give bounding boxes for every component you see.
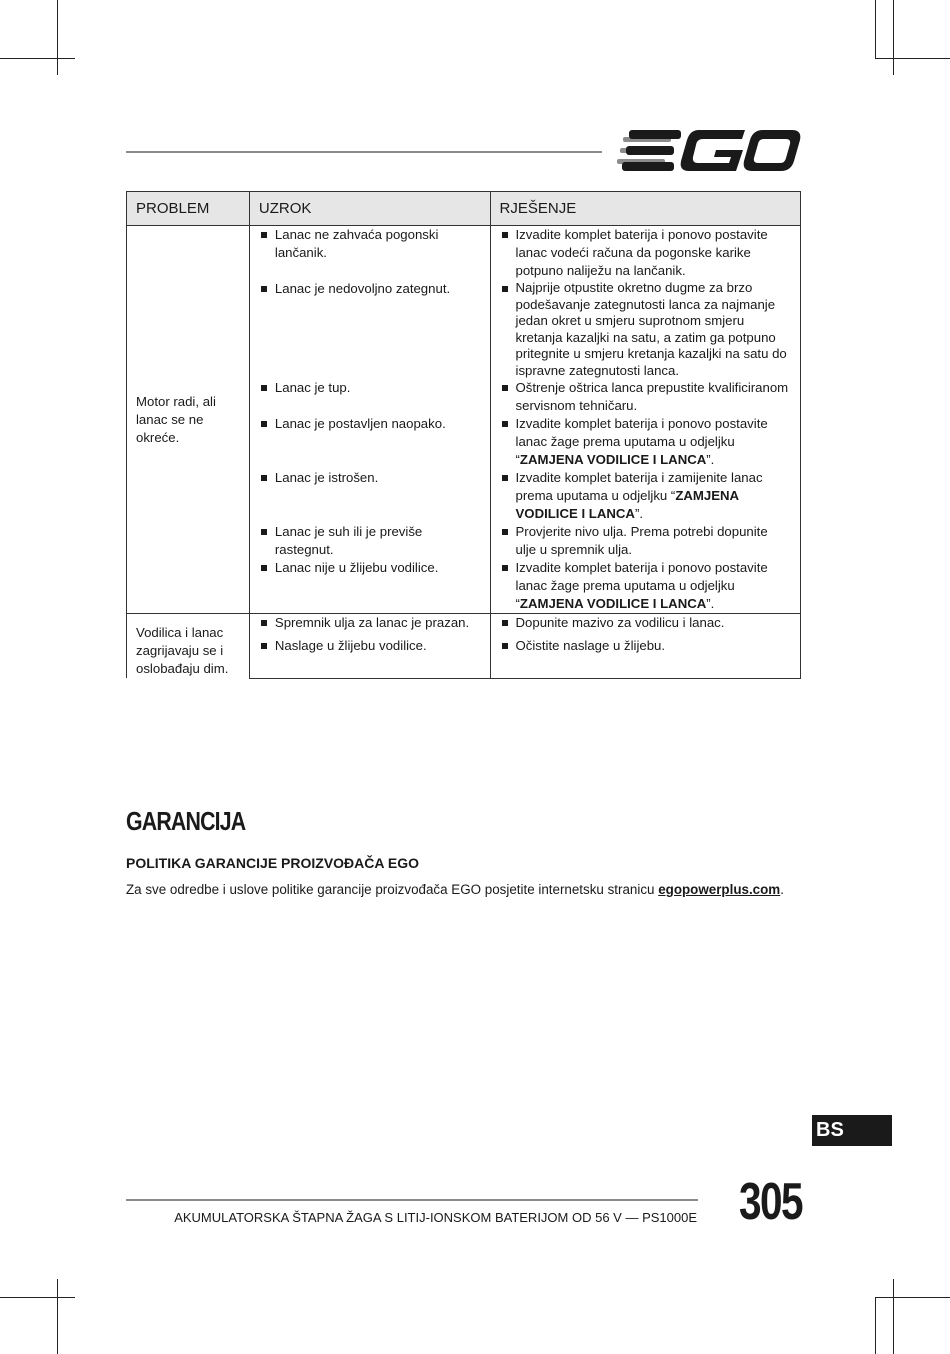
solution-cell: Izvadite komplet baterija i ponovo postavite lanac žage prema uputama u odjeljku “ZAMJENA VODILICE I LANCA”. [490, 559, 800, 614]
header-rule [126, 151, 602, 153]
crop-mark [0, 58, 75, 59]
crop-mark [893, 1279, 894, 1354]
cause-cell: Naslage u žlijebu vodilice. [249, 637, 490, 678]
page-number: 305 [739, 1173, 802, 1231]
solution-cell: Izvadite komplet baterija i zamijenite lanac prema uputama u odjeljku “ZAMJENA VODILICE I LANCA”. [490, 469, 800, 523]
crop-mark [875, 0, 876, 58]
solution-cell: Očistite naslage u žlijebu. [490, 637, 800, 678]
solution-cell: Provjerite nivo ulja. Prema potrebi dopunite ulje u spremnik ulja. [490, 523, 800, 559]
problem-cell: Motor radi, ali lanac se ne okreće. [127, 226, 250, 614]
table-row [127, 226, 801, 281]
language-tab: BS [812, 1115, 892, 1146]
cause-cell: Lanac ne zahvaća pogonski lančanik. [249, 226, 490, 281]
crop-mark [893, 0, 894, 75]
crop-mark [57, 0, 58, 75]
header-problem: PROBLEM [127, 192, 250, 226]
header-solution: RJEŠENJE [490, 192, 800, 226]
crop-mark [875, 1297, 876, 1354]
crop-mark [875, 1297, 950, 1298]
solution-cell: Izvadite komplet baterija i ponovo postavite lanac žage prema uputama u odjeljku “ZAMJENA VODILICE I LANCA”. [490, 415, 800, 469]
cause-cell: Spremnik ulja za lanac je prazan. [249, 614, 490, 637]
crop-mark [0, 1297, 75, 1298]
cause-cell: Lanac je istrošen. [249, 469, 490, 523]
header-cause: UZROK [249, 192, 490, 226]
cause-cell: Lanac je nedovoljno zategnut. [249, 280, 490, 379]
crop-mark [875, 58, 950, 59]
solution-cell: Izvadite komplet baterija i ponovo postavite lanac vodeći računa da pogonske karike potpuno naliježu na lančanik. [490, 226, 800, 281]
problem-cell: Vodilica i lanac zagrijavaju se i oslobađaju dim. [127, 614, 250, 679]
section-subtitle: POLITIKA GARANCIJE PROIZVOĐAČA EGO [126, 855, 419, 871]
troubleshooting-table [126, 191, 801, 679]
cause-cell: Lanac nije u žlijebu vodilice. [249, 559, 490, 614]
cause-cell: Lanac je suh ili je previše rastegnut. [249, 523, 490, 559]
solution-cell: Dopunite mazivo za vodilicu i lanac. [490, 614, 800, 637]
table-row [127, 614, 801, 637]
ego-logo [617, 128, 802, 174]
crop-mark [57, 1279, 58, 1354]
warranty-link[interactable]: egopowerplus.com [658, 882, 781, 897]
section-title: GARANCIJA [126, 806, 246, 836]
solution-cell: Najprije otpustite okretno dugme za brzo podešavanje zategnutosti lanca za najmanje jedan okret u smjeru suprotnom smjeru kretanja kazaljki na satu, a zatim ga potpuno pritegnite u smjeru kretanja kazaljki na satu do ispravne zategnutosti lanca. [490, 280, 800, 379]
footer-product-line: AKUMULATORSKA ŠTAPNA ŽAGA S LITIJ-IONSKOM BATERIJOM OD 56 V — PS1000E [174, 1210, 697, 1225]
cause-cell: Lanac je postavljen naopako. [249, 415, 490, 469]
table-header-row [127, 192, 801, 226]
footer-rule [126, 1199, 698, 1201]
cause-cell: Lanac je tup. [249, 379, 490, 415]
warranty-text: Za sve odredbe i uslove politike garancije proizvođača EGO posjetite internetsku stranicu egopowerplus.com. [126, 882, 784, 897]
solution-cell: Oštrenje oštrica lanca prepustite kvalificiranom servisnom tehničaru. [490, 379, 800, 415]
